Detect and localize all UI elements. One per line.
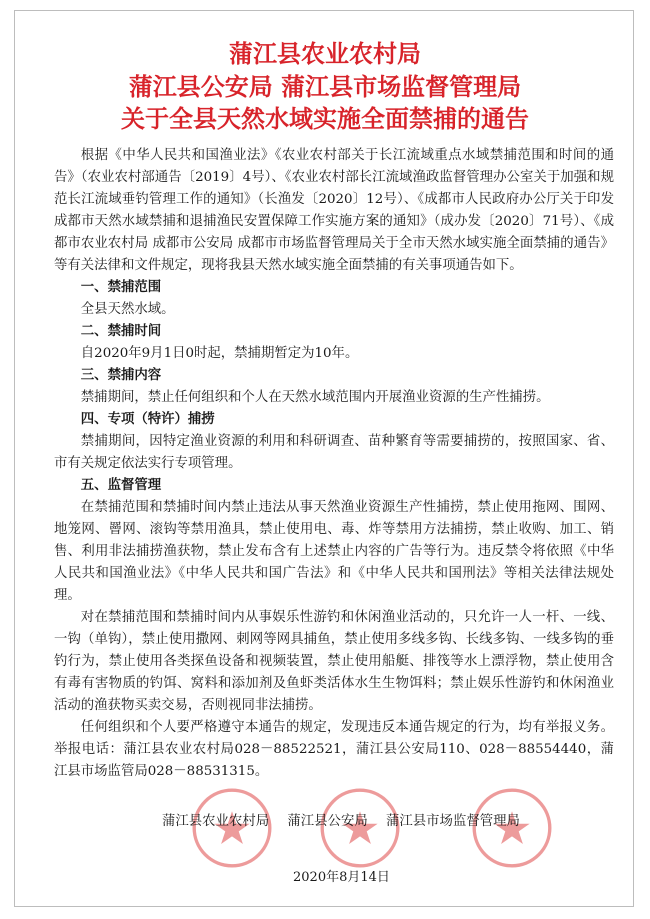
notice-body [54,145,614,783]
signature-market-supervision-bureau: 蒲江县市场监督管理局 [386,814,520,829]
section-5-paragraph-3: 任何组织和个人要严格遵守本通告的规定，发现违反本通告规定的行为，均有举报义务。举报电话：蒲江县农业农村局028－88522521，蒲江县公安局110、028－88554440，蒲江县市场监管局028－88531315。 [54,720,614,779]
signature-agriculture-bureau: 蒲江县农业农村局 [162,814,270,829]
signatures [162,812,602,832]
section-5-heading: 五、监督管理 [80,478,162,493]
title-line-1: 蒲江县农业农村局 [229,40,421,68]
section-2-text: 自2020年9月1日0时起，禁捕期暂定为10年。 [80,346,359,361]
section-1-text: 全县天然水域。 [80,302,175,317]
issue-date: 2020年8月14日 [293,870,390,885]
title-line-3: 关于全县天然水域实施全面禁捕的通告 [121,105,529,133]
section-3-heading: 三、禁捕内容 [80,368,162,383]
section-2-heading: 二、禁捕时间 [80,324,162,339]
section-5-paragraph-1: 在禁捕范围和禁捕时间内禁止违法从事天然渔业资源生产性捕捞，禁止使用拖网、围网、地笼网、罾网、滚钩等禁用渔具，禁止使用电、毒、炸等禁用方法捕捞，禁止收购、加工、销售、利用非法捕捞渔获物，禁止发布含有上述禁止内容的广告等行为。违反禁令将依照《中华人民共和国渔业法》《中华人民共和国广告法》和《中华人民共和国刑法》等相关法律法规处理。 [54,500,614,603]
section-4-heading: 四、专项（特许）捕捞 [80,412,215,427]
signature-public-security-bureau: 蒲江县公安局 [287,814,368,829]
title-line-2: 蒲江县公安局 蒲江县市场监督管理局 [128,73,522,101]
intro-paragraph: 根据《中华人民共和国渔业法》《农业农村部关于长江流域重点水域禁捕范围和时间的通告》（农业农村部通告〔2019〕4号）、《农业农村部长江流域渔政监督管理办公室关于加强和规范长江流域垂钓管理工作的通知》（长渔发〔2020〕12号）、《成都市人民政府办公厅关于印发成都市天然水域禁捕和退捕渔民安置保障工作实施方案的通知》（成办发〔2020〕71号）、《成都市农业农村局 成都市公安局 成都市市场监督管理局关于全市天然水域实施全面禁捕的通告》等有关法律和文件规定，现将我县天然水域实施全面禁捕的有关事项通告如下。 [54,148,614,273]
section-4-text: 禁捕期间，因特定渔业资源的利用和科研调查、苗种繁育等需要捕捞的，按照国家、省、市有关规定依法实行专项管理。 [54,434,614,471]
section-1-heading: 一、禁捕范围 [80,280,162,295]
section-3-text: 禁捕期间，禁止任何组织和个人在天然水域范围内开展渔业资源的生产性捕捞。 [80,390,550,405]
section-5-paragraph-2: 对在禁捕范围和禁捕时间内从事娱乐性游钓和休闲渔业活动的，只允许一人一杆、一线、一钩（单钩），禁止使用撒网、刺网等网具捕鱼，禁止使用多线多钩、长线多钩、一线多钩的垂钓行为，禁止使用各类探鱼设备和视频装置，禁止使用船艇、排筏等水上漂浮物，禁止使用含有毒有害物质的钓饵、窝料和添加剂及鱼虾类活体水生生物饵料；禁止娱乐性游钓和休闲渔业活动的渔获物买卖交易，否则视同非法捕捞。 [54,610,614,713]
